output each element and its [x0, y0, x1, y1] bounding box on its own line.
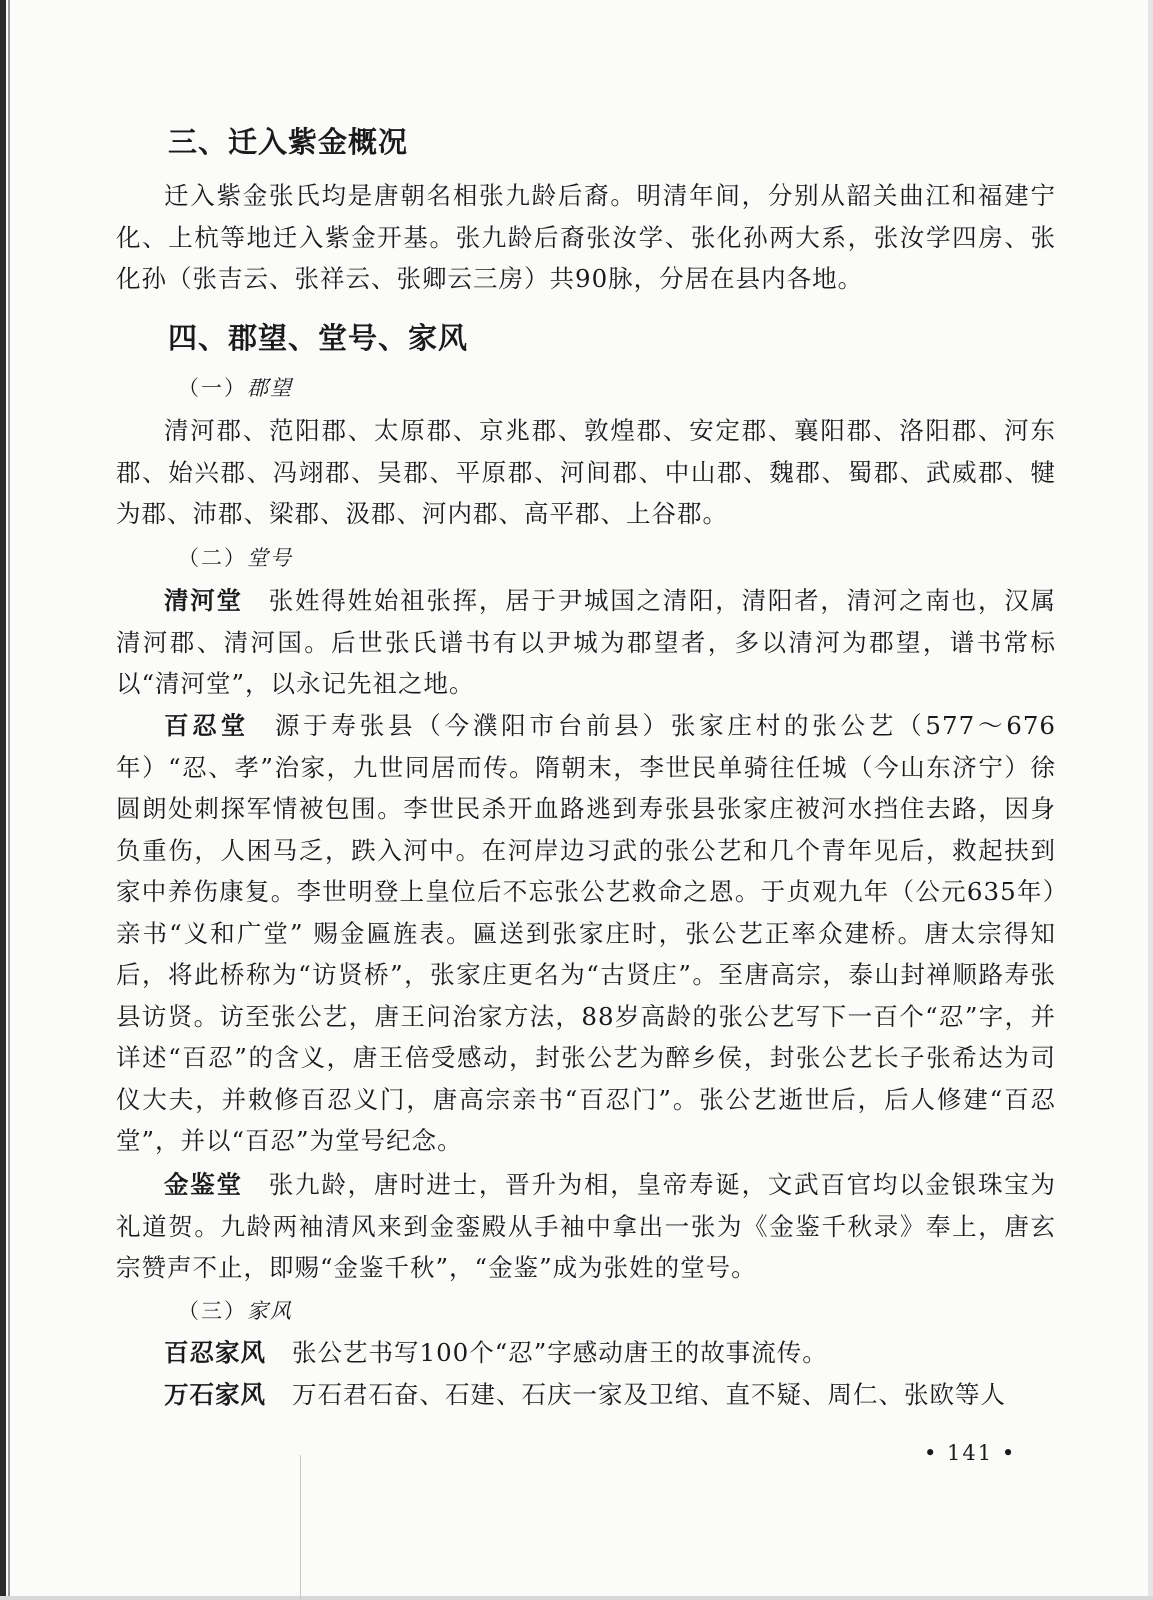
paragraph-bairentang [116, 705, 1056, 1162]
subheading-jiafeng [178, 1295, 293, 1325]
paragraph-migration: 迁入紫金张氏均是唐朝名相张九龄后裔。明清年间，分别从韶关曲江和福建宁化、上杭等地迁入紫金开基。张九龄后裔张汝学、张化孙两大系，张汝学四房、张化孙（张吉云、张祥云、张卿云三房）共90脉，分居在县内各地。 [116, 181, 1056, 293]
scan-edge-left-line [8, 0, 10, 1600]
scan-edge-left [0, 0, 6, 1600]
text-bairen-jiafeng: 张公艺书写100个“忍”字感动唐王的故事流传。 [292, 1338, 828, 1367]
text-jinjiantang: 张九龄，唐时进士，晋升为相，皇帝寿诞，文武百官均以金银珠宝为礼道贺。九龄两袖清风来到金銮殿从手袖中拿出一张为《金鉴千秋录》奉上，唐玄宗赞声不止，即赐“金鉴千秋”，“金鉴”成为张姓的堂号。 [116, 1170, 1056, 1282]
scan-edge-bottom [0, 1596, 1153, 1600]
section-heading-4: 四、郡望、堂号、家风 [168, 321, 469, 355]
term-bairentang: 百忍堂 [164, 711, 249, 740]
term-wanshi-jiafeng: 万石家风 [164, 1380, 266, 1409]
paragraph-qinghetang [116, 580, 1056, 705]
subheading-number: （三） [178, 1299, 247, 1323]
paragraph-jinjiantang [116, 1164, 1056, 1289]
page-number: • 141 • [924, 1441, 1017, 1465]
subheading-junwang [178, 372, 293, 402]
paragraph-bairen-jiafeng [116, 1332, 1056, 1374]
text-wanshi-jiafeng: 万石君石奋、石建、石庆一家及卫绾、直不疑、周仁、张欧等人 [292, 1380, 1006, 1409]
term-jinjiantang: 金鉴堂 [164, 1170, 243, 1199]
subheading-number: （二） [178, 546, 247, 570]
paragraph-junwang: 清河郡、范阳郡、太原郡、京兆郡、敦煌郡、安定郡、襄阳郡、洛阳郡、河东郡、始兴郡、冯翊郡、吴郡、平原郡、河间郡、中山郡、魏郡、蜀郡、武威郡、犍为郡、沛郡、梁郡、汲郡、河内郡、高平郡、上谷郡。 [116, 416, 1056, 528]
subheading-tanghao [178, 542, 293, 572]
subheading-title: 郡望 [247, 376, 293, 400]
term-bairen-jiafeng: 百忍家风 [164, 1338, 266, 1367]
subheading-title: 家风 [247, 1299, 293, 1323]
text-qinghetang: 张姓得姓始祖张挥，居于尹城国之清阳，清阳者，清河之南也，汉属清河郡、清河国。后世张氏谱书有以尹城为郡望者，多以清河为郡望，谱书常标以“清河堂”，以永记先祖之地。 [116, 586, 1056, 698]
term-qinghetang: 清河堂 [164, 586, 243, 615]
scan-edge-right [1148, 0, 1153, 1600]
text-bairentang: 源于寿张县（今濮阳市台前县）张家庄村的张公艺（577～676年）“忍、孝”治家，九世同居而传。隋朝末，李世民单骑往任城（今山东济宁）徐圆朗处刺探军情被包围。李世民杀开血路逃到寿张县张家庄被河水挡住去路，因身负重伤，人困马乏，跌入河中。在河岸边习武的张公艺和几个青年见后，救起扶到家中养伤康复。李世明登上皇位后不忘张公艺救命之恩。于贞观九年（公元635年）亲书“义和广堂” 赐金匾旌表。匾送到张家庄时，张公艺正率众建桥。唐太宗得知后，将此桥称为“访贤桥”，张家庄更名为“古贤庄”。至唐高宗，泰山封禅顺路寿张县访贤。访至张公艺，唐王问治家方法，88岁高龄的张公艺写下一百个“忍”字，并详述“百忍”的含义，唐王倍受感动，封张公艺为醉乡侯，封张公艺长子张希达为司仪大夫，并敕修百忍义门，唐高宗亲书“百忍门”。张公艺逝世后，后人修建“百忍堂”，并以“百忍”为堂号纪念。 [116, 711, 1056, 1155]
subheading-number: （一） [178, 376, 247, 400]
paragraph-wanshi-jiafeng [116, 1374, 1056, 1416]
subheading-title: 堂号 [247, 546, 293, 570]
scan-fold-line [300, 1455, 301, 1600]
section-heading-3: 三、迁入紫金概况 [168, 125, 409, 159]
